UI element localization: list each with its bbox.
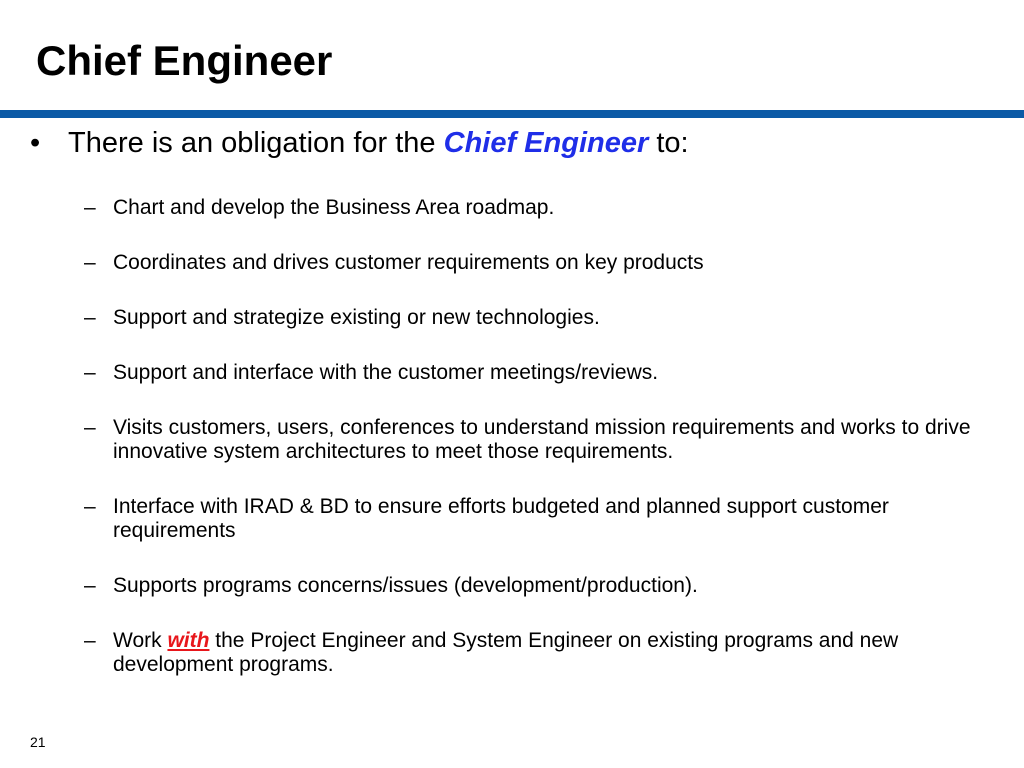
title-divider: [0, 110, 1024, 118]
sub-bullet-item: [84, 361, 1004, 385]
sub-bullet-text-end: the Project Engineer and System Engineer on existing programs and new development programs.: [113, 629, 899, 676]
sub-bullet-item: [84, 574, 1004, 598]
sub-bullet-text: Supports programs concerns/issues (development/production).: [113, 574, 698, 597]
sub-bullet-item: [84, 416, 1004, 464]
with-emphasis: with: [167, 629, 210, 652]
bullet-marker: •: [30, 127, 41, 159]
sub-bullet-text: Support and interface with the customer meetings/reviews.: [113, 361, 659, 384]
page-number: 21: [30, 734, 46, 750]
sub-bullet-item: [84, 251, 1004, 275]
dash-marker: –: [84, 629, 96, 652]
sub-bullet-text: Interface with IRAD & BD to ensure efforts budgeted and planned support customer requirements: [113, 495, 889, 542]
slide-title: Chief Engineer: [36, 37, 333, 84]
sub-bullet-item: [84, 495, 1004, 543]
dash-marker: –: [84, 574, 96, 597]
dash-marker: –: [84, 306, 96, 329]
dash-marker: –: [84, 251, 96, 274]
sub-bullet-item-last: [84, 629, 1004, 677]
dash-marker: –: [84, 196, 96, 219]
sub-bullet-item: [84, 196, 1004, 220]
main-bullet: [30, 126, 689, 161]
dash-marker: –: [84, 416, 96, 439]
sub-bullet-item: [84, 306, 1004, 330]
sub-bullet-text: Chart and develop the Business Area roadmap.: [113, 196, 555, 219]
dash-marker: –: [84, 361, 96, 384]
main-bullet-text: There is an obligation for the: [68, 127, 444, 159]
sub-bullet-text: Visits customers, users, conferences to understand mission requirements and works to drive innovative system architectures to meet those requirements.: [113, 416, 971, 463]
dash-marker: –: [84, 495, 96, 518]
sub-bullet-text: Coordinates and drives customer requirements on key products: [113, 251, 704, 274]
sub-bullet-list: [84, 196, 1004, 708]
main-bullet-text-end: to:: [648, 127, 689, 159]
sub-bullet-text: Work: [113, 629, 168, 652]
main-bullet-emphasis: Chief Engineer: [443, 127, 649, 159]
sub-bullet-text: Support and strategize existing or new technologies.: [113, 306, 600, 329]
